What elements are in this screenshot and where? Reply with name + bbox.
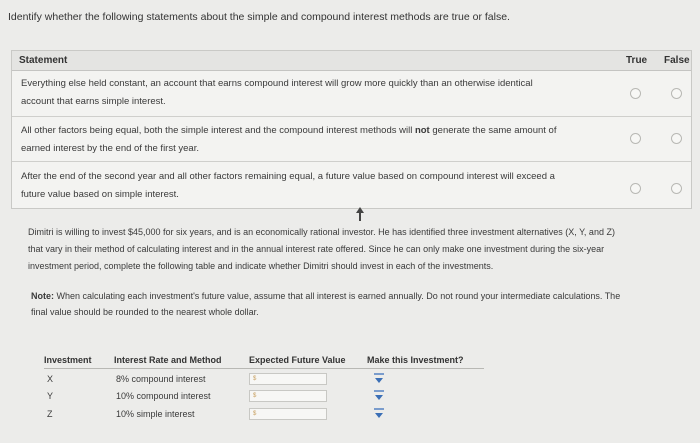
header-divider — [44, 368, 484, 369]
note-label: Note: — [31, 291, 54, 301]
future-value-input[interactable]: $ — [249, 408, 327, 420]
dropdown-icon[interactable] — [374, 407, 384, 421]
statement-text: Everything else held constant, an account that earns compound interest will grow more quickly than an otherwise identical account that earns simple interest. — [21, 78, 533, 107]
investment-label: Y — [47, 391, 54, 401]
rate-method: 10% simple interest — [116, 409, 195, 419]
dropdown-icon[interactable] — [374, 389, 384, 403]
decision-header: Make this Investment? — [367, 355, 464, 365]
rate-method: 8% compound interest — [116, 374, 206, 384]
future-value-header: Expected Future Value — [249, 355, 346, 365]
false-radio[interactable] — [671, 133, 682, 144]
mouse-cursor-icon — [355, 207, 365, 221]
rate-method: 10% compound interest — [116, 391, 211, 401]
instructions: Identify whether the following statements about the simple and compound interest methods are true or false. — [8, 11, 510, 23]
true-radio[interactable] — [630, 133, 641, 144]
true-radio[interactable] — [630, 183, 641, 194]
investment-label: X — [47, 374, 54, 384]
false-header: False — [664, 55, 690, 66]
emphasis-not: not — [414, 125, 430, 136]
future-value-input[interactable]: $ — [249, 390, 327, 402]
true-false-table — [11, 50, 692, 209]
investment-header: Investment — [44, 355, 92, 365]
statement-row-1 — [12, 71, 691, 117]
statement-text: After the end of the second year and all other factors remaining equal, a future value based on compound interest will exceed a future value based on simple interest. — [21, 171, 555, 200]
statement-row-3 — [12, 162, 691, 208]
table-header — [12, 51, 691, 71]
dropdown-icon[interactable] — [374, 372, 384, 386]
statement-row-2 — [12, 117, 691, 162]
problem-description: Dimitri is willing to invest $45,000 for six years, and is an economically rational investor. He has identified three investment alternatives (X, Y, and Z) that vary in their method of calculating interest and in the annual interest rate offered. Since he can only make one investment during the six-year investment period, complete the following table and indicate whether Dimitri should invest in each of the investments. — [28, 227, 615, 271]
rate-header: Interest Rate and Method — [114, 355, 222, 365]
future-value-input[interactable]: $ — [249, 373, 327, 385]
false-radio[interactable] — [671, 88, 682, 99]
note: Note: When calculating each investment's future value, assume that all interest is earned annually. Do not round your intermediate calculations. The final value should be rounded to the nearest whole dollar. — [31, 291, 621, 317]
investment-label: Z — [47, 409, 53, 419]
statement-text: All other factors being equal, both the simple interest and the compound interest methods will not generate the same amount of earned interest by the end of the first year. — [21, 125, 557, 154]
true-header: True — [626, 55, 648, 66]
false-radio[interactable] — [671, 183, 682, 194]
statement-header: Statement — [19, 55, 68, 66]
true-radio[interactable] — [630, 88, 641, 99]
